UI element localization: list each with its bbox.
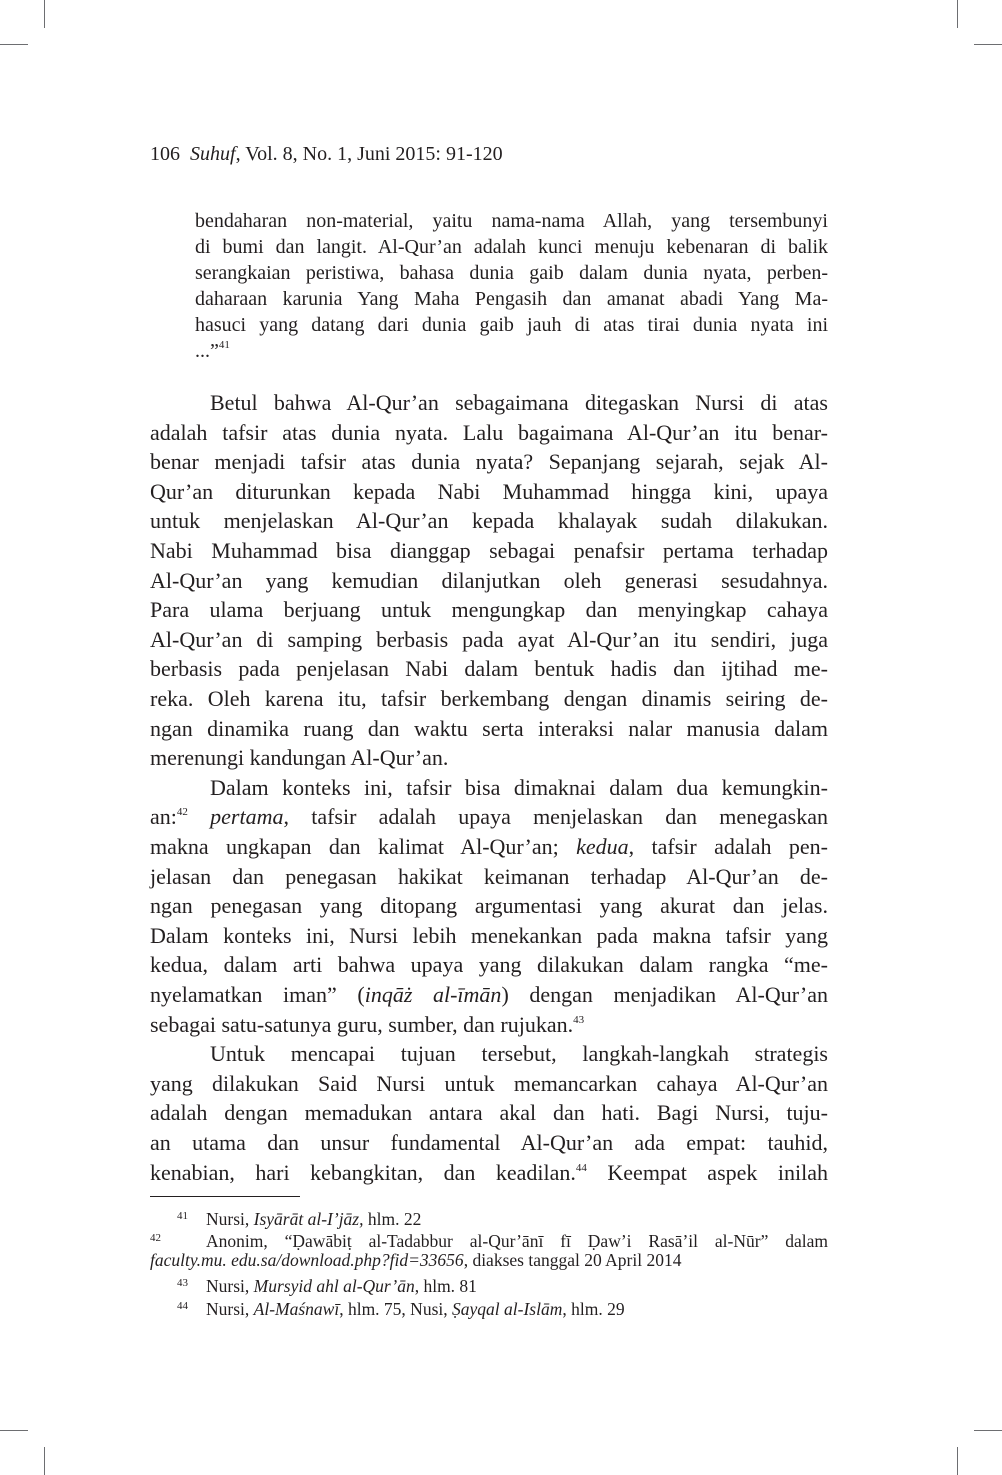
footnote-ref: 42	[176, 806, 188, 819]
footnote-ref: 43	[573, 1013, 585, 1026]
footnote-42-cont: faculty.mu. edu.sa/download.php?fid=33656, diakses tanggal 20 April 2014	[150, 1250, 682, 1270]
paragraph-line: kenabian, hari kebangkitan, dan keadilan.$^{44}$ Keempat aspek inilah	[150, 1159, 828, 1185]
footnote-divider	[150, 1196, 300, 1197]
paragraph-line: ngan penegasan yang ditopang argumentasi yang akurat dan jelas.	[150, 893, 828, 919]
block-quote-line: di bumi dan langit. Al-Qur’an adalah kunci menuju kebenaran di balik	[195, 236, 828, 258]
footnote-ref: 41	[218, 339, 230, 351]
footnote-number: 44	[177, 1300, 188, 1312]
paragraph-line: reka. Oleh karena itu, tafsir berkembang dengan dinamis seiring de-	[150, 686, 828, 711]
paragraph-line: merenungi kandungan Al-Qur’an.	[150, 745, 449, 771]
footnote-number: 43	[177, 1277, 188, 1289]
paragraph-line: Al-Qur’an yang kemudian dilanjutkan oleh generasi sesudahnya.	[150, 567, 828, 593]
block-quote-line: serangkaian peristiwa, bahasa dunia gaib dalam dunia nyata, perben-	[195, 262, 828, 284]
page-number: 106	[150, 143, 180, 165]
paragraph-line: yang dilakukan Said Nursi untuk memancarkan cahaya Al-Qur’an	[150, 1070, 828, 1096]
footnote-number: 41	[177, 1210, 188, 1222]
paragraph-line: Dalam konteks ini, tafsir bisa dimaknai dalam dua kemungkin-	[210, 774, 828, 800]
paragraph-line: an utama dan unsur fundamental Al-Qur’an ada empat: tauhid,	[150, 1130, 828, 1155]
paragraph-line: jelasan dan penegasan hakikat keimanan terhadap Al-Qur’an de-	[150, 863, 828, 889]
paragraph-line: berbasis pada penjelasan Nabi dalam bentuk hadis dan ijtihad me-	[150, 656, 828, 682]
block-quote-end: ...”$^{41}$	[195, 339, 230, 362]
crop-mark	[957, 0, 958, 28]
paragraph-line: kedua, dalam arti bahwa upaya yang dilakukan dalam rangka “me-	[150, 952, 828, 978]
paragraph-line: Betul bahwa Al-Qur’an sebagaimana ditegaskan Nursi di atas	[210, 390, 828, 415]
crop-mark	[44, 1447, 45, 1475]
paragraph-line: ngan dinamika ruang dan waktu serta interaksi nalar manusia dalam	[150, 715, 828, 741]
crop-mark	[957, 1447, 958, 1475]
crop-mark	[974, 44, 1002, 45]
journal-title: Suhuf	[190, 143, 236, 165]
paragraph-line: benar menjadi tafsir atas dunia nyata? Sepanjang sejarah, sejak Al-	[150, 449, 828, 475]
block-quote-line: hasuci yang datang dari dunia gaib jauh di atas tirai dunia nyata ini	[195, 314, 828, 336]
running-header	[150, 143, 503, 166]
footnote-43: 43 Nursi, Mursyid ahl al-Qur’ān, hlm. 81	[150, 1272, 828, 1297]
block-quote-line: daharaan karunia Yang Maha Pengasih dan amanat abadi Yang Ma-	[195, 288, 828, 310]
footnote-41: 41 Nursi, Isyārāt al-I’jāz, hlm. 22	[150, 1205, 828, 1230]
paragraph-line: Dalam konteks ini, Nursi lebih menekankan pada makna tafsir yang	[150, 922, 828, 948]
paragraph-line: an:$^{42}$ pertama, tafsir adalah upaya menjelaskan dan menegaskan	[150, 804, 829, 830]
footnote-ref: 44	[575, 1161, 587, 1174]
footnote-link[interactable]: faculty.mu. edu.sa/download.php?fid=33656	[150, 1250, 464, 1270]
paragraph-line: sebagai satu-satunya guru, sumber, dan rujukan.$^{43}$	[150, 1011, 585, 1037]
paragraph-line: makna ungkapan dan kalimat Al-Qur’an; kedua, tafsir adalah pen-	[150, 834, 828, 859]
paragraph-line: Untuk mencapai tujuan tersebut, langkah-langkah strategis	[210, 1041, 828, 1067]
paragraph-line: Para ulama berjuang untuk mengungkap dan menyingkap cahaya	[150, 597, 828, 623]
footnote-44: 44 Nursi, Al-Maśnawī, hlm. 75, Nusi, Ṣayqal al-Islām, hlm. 29	[150, 1295, 828, 1320]
paragraph-line: Al-Qur’an di samping berbasis pada ayat Al-Qur’an itu sendiri, juga	[150, 626, 828, 652]
footnote-42: 42 Anonim, “Ḍawābiṭ al-Tadabbur al-Qur’ānī fī Ḍaw’i Rasā’il al-Nūr” dalam	[150, 1227, 828, 1252]
paragraph-line: Qur’an diturunkan kepada Nabi Muhammad hingga kini, upaya	[150, 478, 828, 504]
footnote-number: 42	[150, 1232, 161, 1244]
paragraph-line: untuk menjelaskan Al-Qur’an kepada khalayak sudah dilakukan.	[150, 508, 828, 534]
crop-mark	[44, 0, 45, 28]
crop-mark	[0, 44, 28, 45]
paragraph-line: Nabi Muhammad bisa dianggap sebagai penafsir pertama terhadap	[150, 538, 828, 563]
block-quote-line: bendaharan non-material, yaitu nama-nama Allah, yang tersembunyi	[195, 210, 828, 232]
crop-mark	[0, 1430, 28, 1431]
paragraph-line: adalah dengan memadukan antara akal dan hati. Bagi Nursi, tuju-	[150, 1100, 828, 1126]
crop-mark	[974, 1430, 1002, 1431]
paragraph-line: adalah tafsir atas dunia nyata. Lalu bagaimana Al-Qur’an itu benar-	[150, 419, 828, 445]
journal-issue: , Vol. 8, No. 1, Juni 2015: 91-120	[235, 143, 503, 165]
paragraph-line: nyelamatkan iman” (inqāż al-īmān) dengan menjadikan Al-Qur’an	[150, 982, 828, 1007]
